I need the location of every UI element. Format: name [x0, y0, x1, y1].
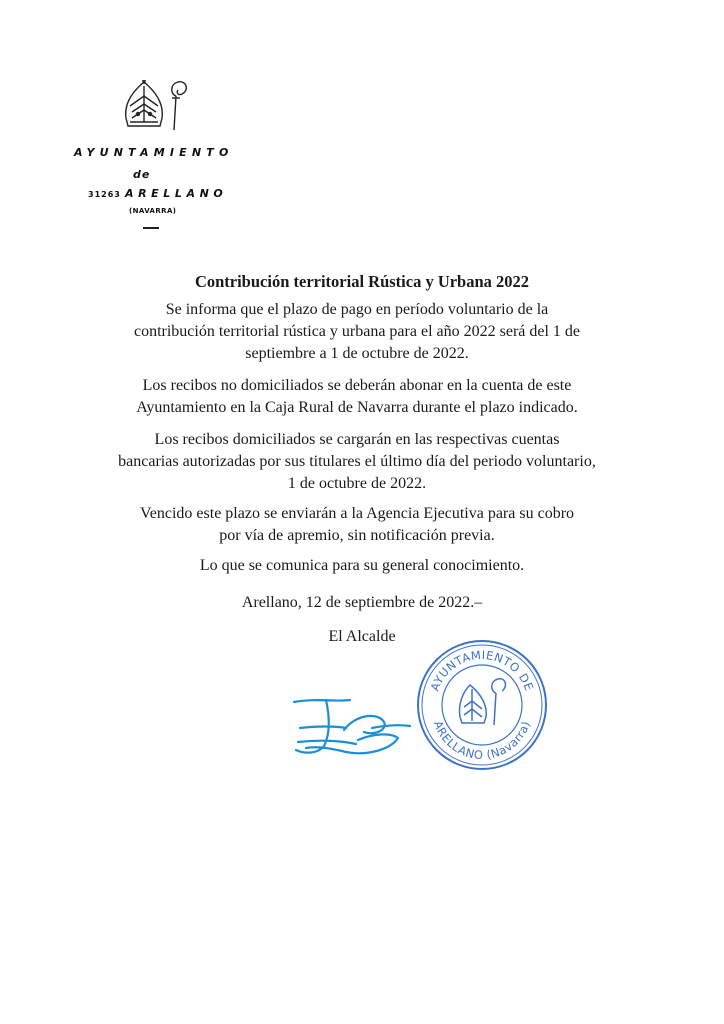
paragraph-enforcement — [100, 503, 614, 547]
signatory: El Alcalde — [328, 628, 396, 645]
stamp-top-text: AYUNTAMIENTO DE — [427, 647, 537, 693]
paragraph-domiciled — [100, 429, 614, 495]
place-date: Arellano, 12 de septiembre de 2022.– — [241, 594, 483, 611]
letterhead-postal-code: 31263 — [88, 190, 121, 199]
paragraph-non-domiciled — [100, 375, 614, 419]
text-line: Los recibos domiciliados se cargarán en las respectivas cuentas — [154, 431, 560, 448]
text-line: Vencido este plazo se enviarán a la Agencia Ejecutiva para su cobro — [139, 505, 575, 522]
official-stamp — [414, 637, 550, 773]
text-line: por vía de apremio, sin notificación previa. — [219, 527, 495, 544]
text-line: septiembre a 1 de octubre de 2022. — [245, 345, 469, 362]
letterhead-title: AYUNTAMIENTO — [74, 146, 234, 159]
stamp-bottom-text: ARELLANO (Navarra) — [430, 718, 534, 763]
letterhead-divider — [143, 227, 159, 229]
stamp-crest-icon — [459, 679, 505, 725]
mitre-and-crozier-icon — [118, 78, 194, 134]
text-line: Ayuntamiento en la Caja Rural de Navarra durante el plazo indicado. — [136, 399, 578, 416]
text-line: bancarias autorizadas por sus titulares el último día del periodo voluntario, — [118, 453, 596, 470]
text-line: Se informa que el plazo de pago en período voluntario de la — [165, 301, 549, 318]
text-line: 1 de octubre de 2022. — [287, 475, 427, 492]
paragraph-payment-period — [100, 299, 614, 365]
text-line: Los recibos no domiciliados se deberán abonar en la cuenta de este — [142, 377, 572, 394]
letterhead-region: (NAVARRA) — [129, 207, 177, 215]
text-line: contribución territorial rústica y urbana para el año 2022 será del 1 de — [133, 323, 581, 340]
handwritten-signature — [286, 688, 422, 768]
closing-text: Lo que se comunica para su general conocimiento. — [199, 557, 525, 574]
document-title: Contribución territorial Rústica y Urbana 2022 — [194, 272, 530, 291]
letterhead-de: de — [133, 168, 151, 181]
letterhead-town: ARELLANO — [125, 187, 228, 200]
